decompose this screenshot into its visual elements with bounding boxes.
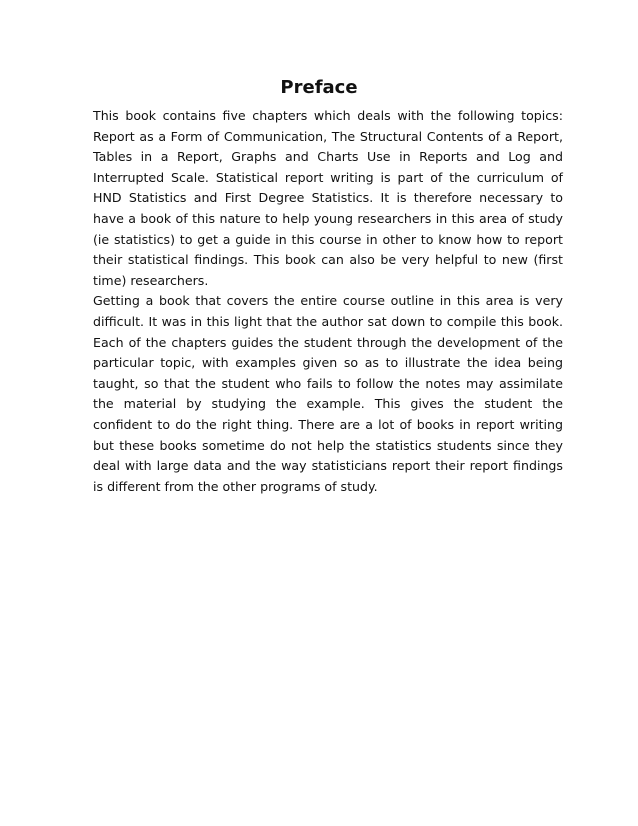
page-title: Preface (280, 77, 358, 98)
preface-body (93, 106, 563, 497)
preface-paragraph-2: Getting a book that covers the entire course outline in this area is very difficult. It was in this light that the author sat down to compile this book. Each of the chapters guides the student through the development of the particular topic, with examples given so as to illustrate the idea being taught, so that the student who fails to follow the notes may assimilate the material by studying the example. This gives the student the confident to do the right thing. There are a lot of books in report writing but these books sometime do not help the statistics students since they deal with large data and the way statisticians report their report findings is different from the other programs of study. (93, 293, 563, 494)
preface-paragraph-1: This book contains five chapters which deals with the following topics: Report as a Form of Communication, The Structural Contents of a Report, Tables in a Report, Graphs and Charts Use in Reports and Log and Interrupted Scale. Statistical report writing is part of the curriculum of HND Statistics and First Degree Statistics. It is therefore necessary to have a book of this nature to help young researchers in this area of study (ie statistics) to get a guide in this course in other to know how to report their statistical findings. This book can also be very helpful to new (first time) researchers. (93, 108, 563, 288)
